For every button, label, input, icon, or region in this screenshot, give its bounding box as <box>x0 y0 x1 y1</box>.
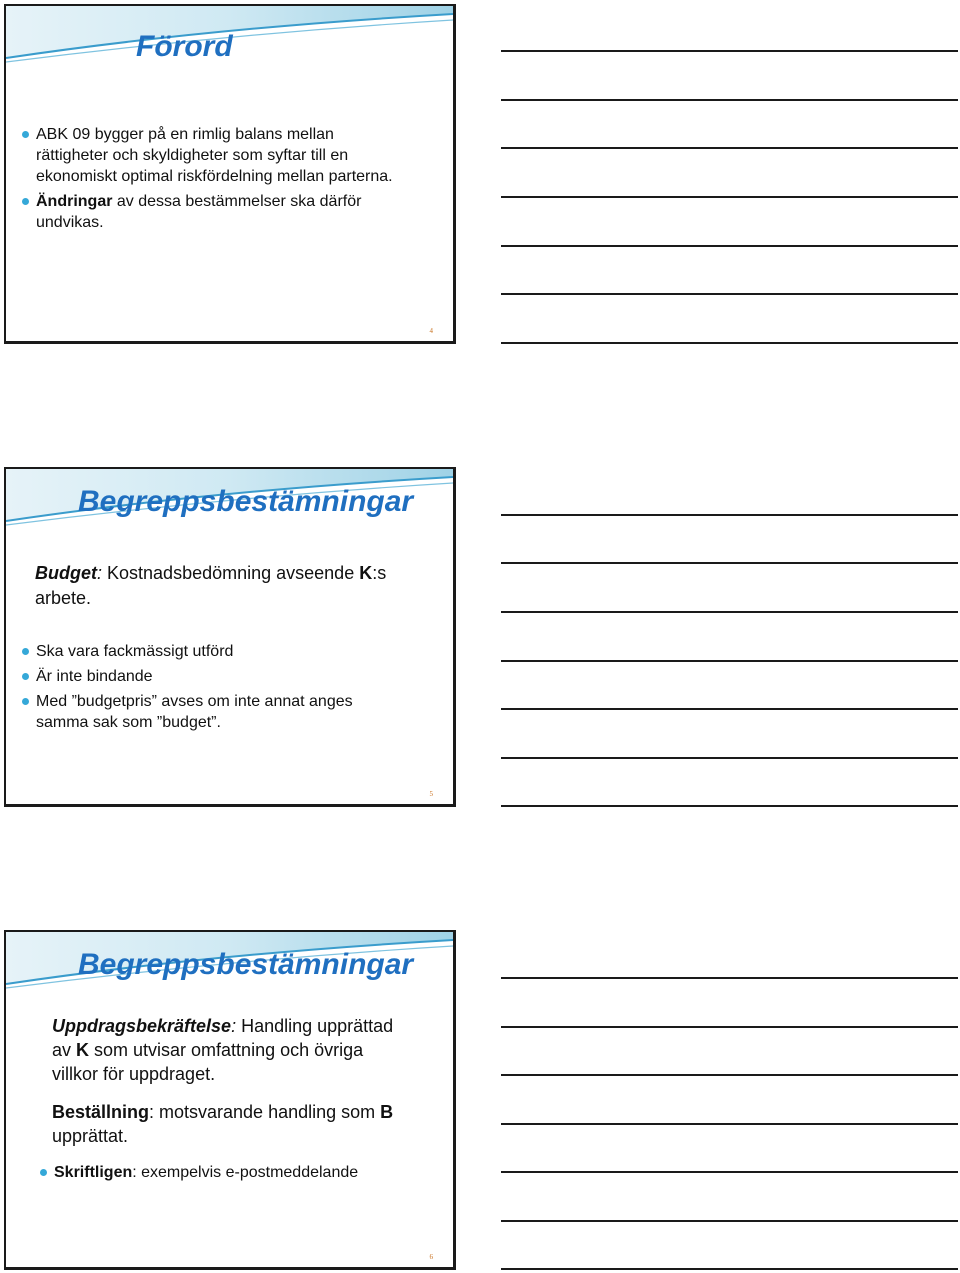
slide-title: Förord <box>136 30 233 63</box>
definition: Budget: Kostnadsbedömning avseende K:s arbete. <box>35 563 387 608</box>
note-line <box>501 805 958 807</box>
definition-uppdragsbekraftelse: Uppdragsbekräftelse: Handling upprättad av K som utvisar omfattning och övriga villkor för uppdraget. <box>52 1016 394 1084</box>
slide-body <box>40 1162 450 1183</box>
bullet-item: ABK 09 bygger på en rimlig balans mellan rättigheter och skyldigheter som syftar till en ekonomiskt optimal riskfördelning mellan parterna. <box>22 124 442 187</box>
note-line <box>501 562 958 564</box>
note-line <box>501 293 958 295</box>
note-line <box>501 342 958 344</box>
slide-title: Begreppsbestämningar <box>78 485 414 518</box>
bullet-item: Är inte bindande <box>22 666 442 687</box>
slide-body <box>22 124 442 233</box>
note-line <box>501 1268 958 1270</box>
slide-title: Begreppsbestämningar <box>78 948 414 981</box>
note-line <box>501 660 958 662</box>
note-line <box>501 245 958 247</box>
note-line <box>501 1171 958 1173</box>
slide-body <box>22 641 442 733</box>
page-number: 4 <box>429 327 433 335</box>
note-line <box>501 708 958 710</box>
note-line <box>501 1123 958 1125</box>
note-line <box>501 196 958 198</box>
note-line <box>501 1220 958 1222</box>
bullet-item: Ska vara fackmässigt utförd <box>22 641 442 662</box>
note-line <box>501 611 958 613</box>
bullet-item: Ändringar av dessa bestämmelser ska därför undvikas. <box>22 191 442 233</box>
note-line <box>501 514 958 516</box>
note-line <box>501 1074 958 1076</box>
slide-begrepp-budget <box>4 467 456 807</box>
bullet-item: Skriftligen: exempelvis e-postmeddelande <box>40 1162 450 1183</box>
note-line <box>501 977 958 979</box>
slide-begrepp-uppdrag <box>4 930 456 1270</box>
definition-bestallning: Beställning: motsvarande handling som B upprättat. <box>52 1102 394 1146</box>
note-line <box>501 147 958 149</box>
page-number: 5 <box>429 790 433 798</box>
bullet-item: Med ”budgetpris” avses om inte annat anges samma sak som ”budget”. <box>22 691 442 733</box>
note-line <box>501 757 958 759</box>
page-number: 6 <box>429 1253 433 1261</box>
note-line <box>501 99 958 101</box>
slide-forord <box>4 4 456 344</box>
note-line <box>501 1026 958 1028</box>
note-line <box>501 50 958 52</box>
